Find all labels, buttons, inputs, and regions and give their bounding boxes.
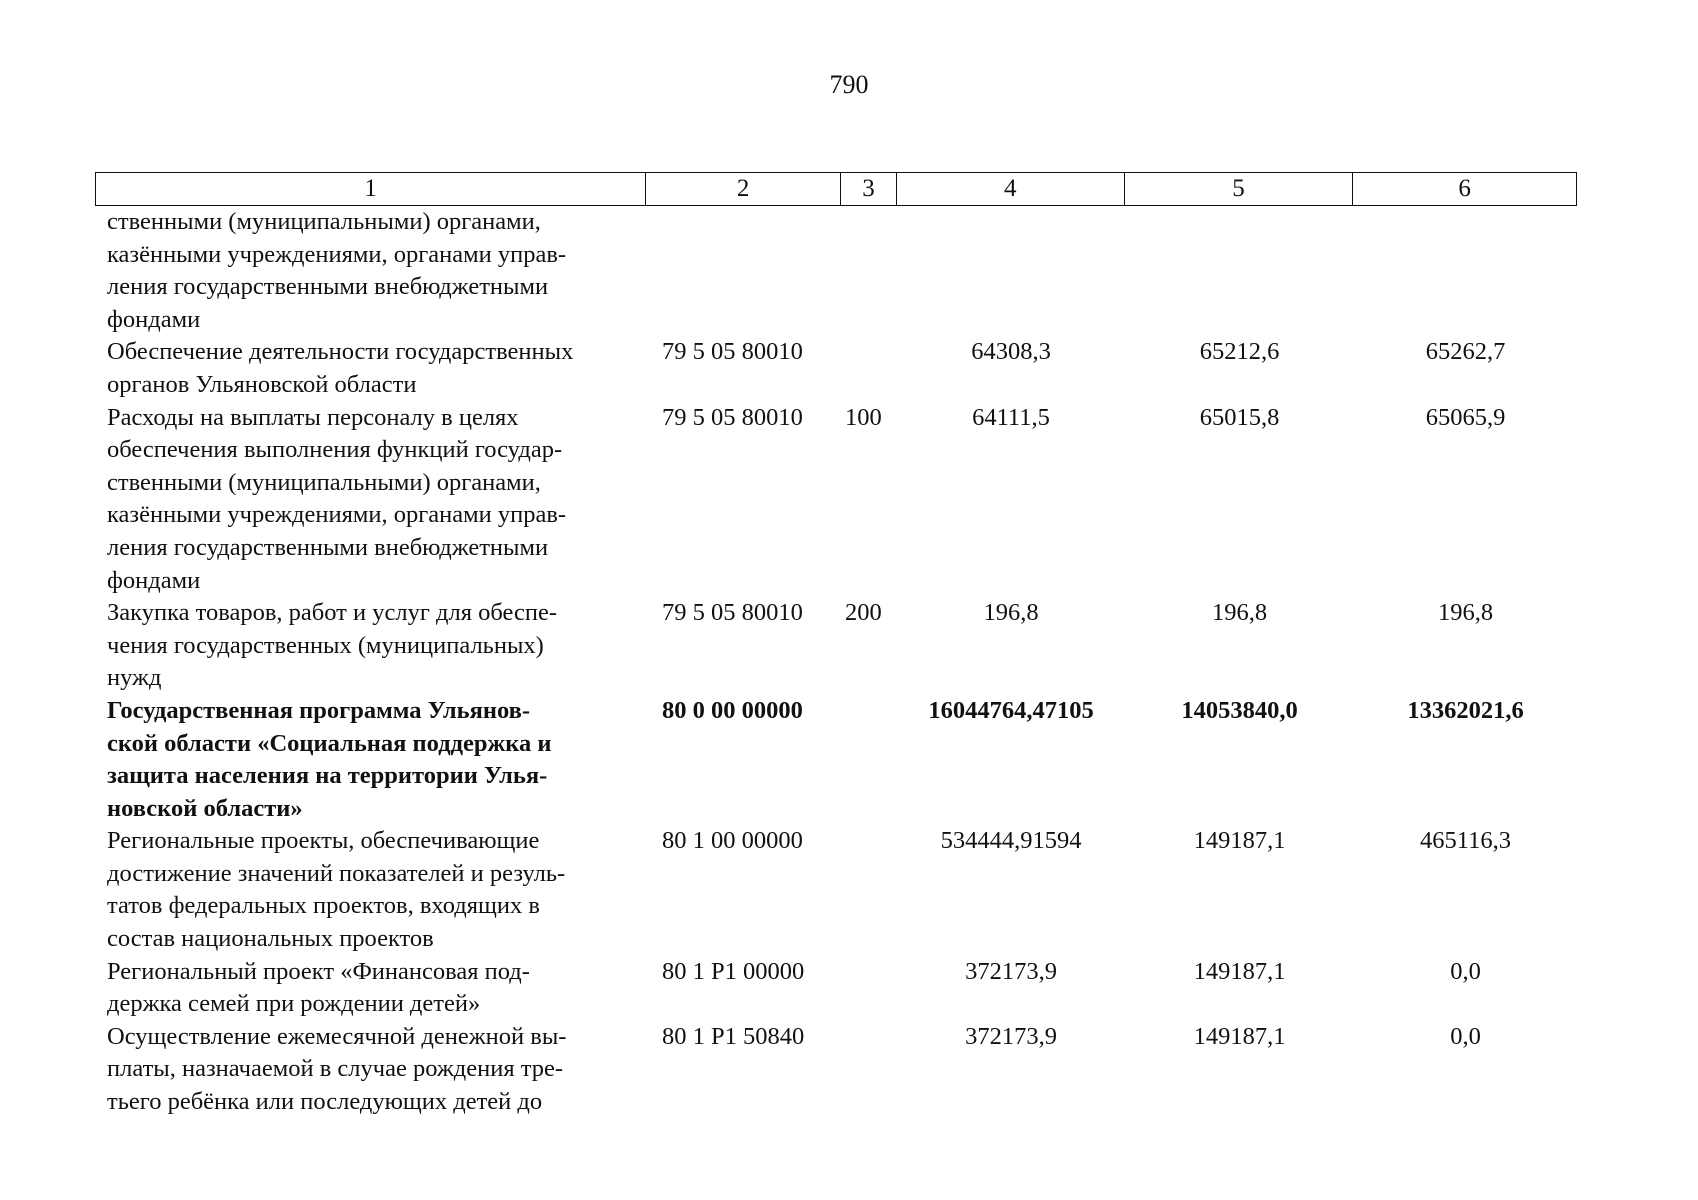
row-code: 80 1 00 00000 (662, 827, 803, 855)
header-col-1: 1 (96, 173, 646, 205)
row-code: 79 5 05 80010 (662, 338, 803, 366)
row-name-line: Закупка товаров, работ и услуг для обеспе- (107, 599, 558, 627)
header-col-6: 6 (1458, 175, 1471, 202)
row-value-2: 14053840,0 (1181, 696, 1298, 724)
row-name-line: платы, назначаемой в случае рождения тре- (107, 1055, 564, 1083)
row-name-line: нужд (107, 664, 162, 692)
row-name (95, 695, 646, 825)
row-name-line: держка семей при рождении детей» (107, 990, 481, 1018)
row-code: 80 1 Р1 50840 (662, 1022, 805, 1050)
row-value-1: 16044764,47105 (928, 696, 1094, 724)
row-name-line: органов Ульяновской области (107, 370, 417, 398)
row-value-1: 372173,9 (965, 1022, 1057, 1050)
row-name-line: защита населения на территории Улья- (107, 762, 548, 790)
row-name-line: Государственная программа Ульянов- (107, 696, 530, 724)
row-name-line: Осуществление ежемесячной денежной вы- (107, 1022, 567, 1050)
row-value-2: 149187,1 (1193, 827, 1286, 855)
row-name-line: фондами (107, 305, 201, 333)
row-name-line: тьего ребёнка или последующих детей до (107, 1088, 543, 1116)
table-row (95, 206, 1577, 336)
row-value-1: 196,8 (983, 599, 1039, 627)
row-value-3: 65065,9 (1425, 403, 1506, 431)
row-name-line: Обеспечение деятельности государственных (107, 338, 574, 366)
table-row (95, 1021, 1577, 1119)
table-row (95, 402, 1577, 598)
row-name-line: ской области «Социальная поддержка и (107, 729, 552, 757)
row-value-1: 372173,9 (965, 957, 1057, 985)
table-row-program (95, 695, 1577, 825)
row-name-line: Региональный проект «Финансовая под- (107, 957, 530, 985)
row-name-line: Региональные проекты, обеспечивающие (107, 827, 540, 855)
header-col-5: 5 (1125, 173, 1354, 205)
row-value-3: 196,8 (1437, 599, 1494, 627)
row-name-line: ственными (муниципальными) органами, (107, 208, 541, 235)
row-value-3: 0,0 (1450, 1022, 1481, 1050)
row-value-2: 65015,8 (1199, 403, 1280, 431)
table-row (95, 956, 1577, 1021)
row-name-line: достижение значений показателей и резуль- (107, 859, 566, 887)
row-name (95, 956, 646, 1021)
row-type: 100 (845, 403, 882, 431)
row-value-2: 65212,6 (1199, 338, 1280, 366)
row-value-1: 64308,3 (971, 338, 1051, 366)
row-name-line: татов федеральных проектов, входящих в (107, 892, 540, 920)
row-value-1: 64111,5 (972, 403, 1050, 431)
row-name-line: состав национальных проектов (107, 925, 434, 953)
row-name (95, 206, 646, 336)
row-value-3: 465116,3 (1420, 827, 1511, 855)
table-row (95, 825, 1577, 955)
row-value-3: 13362021,6 (1407, 696, 1524, 724)
row-type: 200 (845, 599, 882, 627)
row-name-line: Расходы на выплаты персоналу в целях (107, 403, 519, 431)
row-name-line: чения государственных (муниципальных) (107, 631, 544, 659)
row-code: 79 5 05 80010 (662, 599, 803, 627)
row-value-1: 534444,91594 (940, 827, 1082, 855)
row-name-line: казёнными учреждениями, органами управ- (107, 240, 567, 268)
row-name-line: обеспечения выполнения функций государ- (107, 436, 563, 464)
table-body (95, 206, 1577, 1119)
row-name-line: новской области» (107, 794, 303, 822)
page-number: 790 (829, 70, 869, 99)
header-col-2: 2 (646, 173, 841, 205)
row-name-line: ственными (муниципальными) органами, (107, 468, 541, 496)
row-name (95, 825, 646, 955)
row-name-line: ления государственными внебюджетными (107, 273, 549, 301)
row-name-line: фондами (107, 566, 201, 594)
row-name (95, 402, 646, 598)
row-value-3: 0,0 (1450, 957, 1481, 985)
row-name (95, 1021, 646, 1119)
table-header (95, 172, 1577, 206)
row-code: 79 5 05 80010 (662, 403, 803, 431)
table-row (95, 597, 1577, 695)
row-name-line: казёнными учреждениями, органами управ- (107, 501, 567, 529)
row-value-2: 149187,1 (1193, 957, 1286, 985)
row-name (95, 597, 646, 695)
row-value-2: 149187,1 (1193, 1022, 1286, 1050)
header-col-4: 4 (897, 173, 1125, 205)
header-col-3: 3 (841, 173, 897, 205)
row-value-3: 65262,7 (1425, 338, 1506, 366)
row-name-line: ления государственными внебюджетными (107, 533, 549, 561)
row-name (95, 336, 646, 401)
row-code: 80 1 Р1 00000 (662, 957, 805, 985)
row-code: 80 0 00 00000 (662, 696, 803, 724)
table-row (95, 336, 1577, 401)
row-value-2: 196,8 (1211, 599, 1268, 627)
